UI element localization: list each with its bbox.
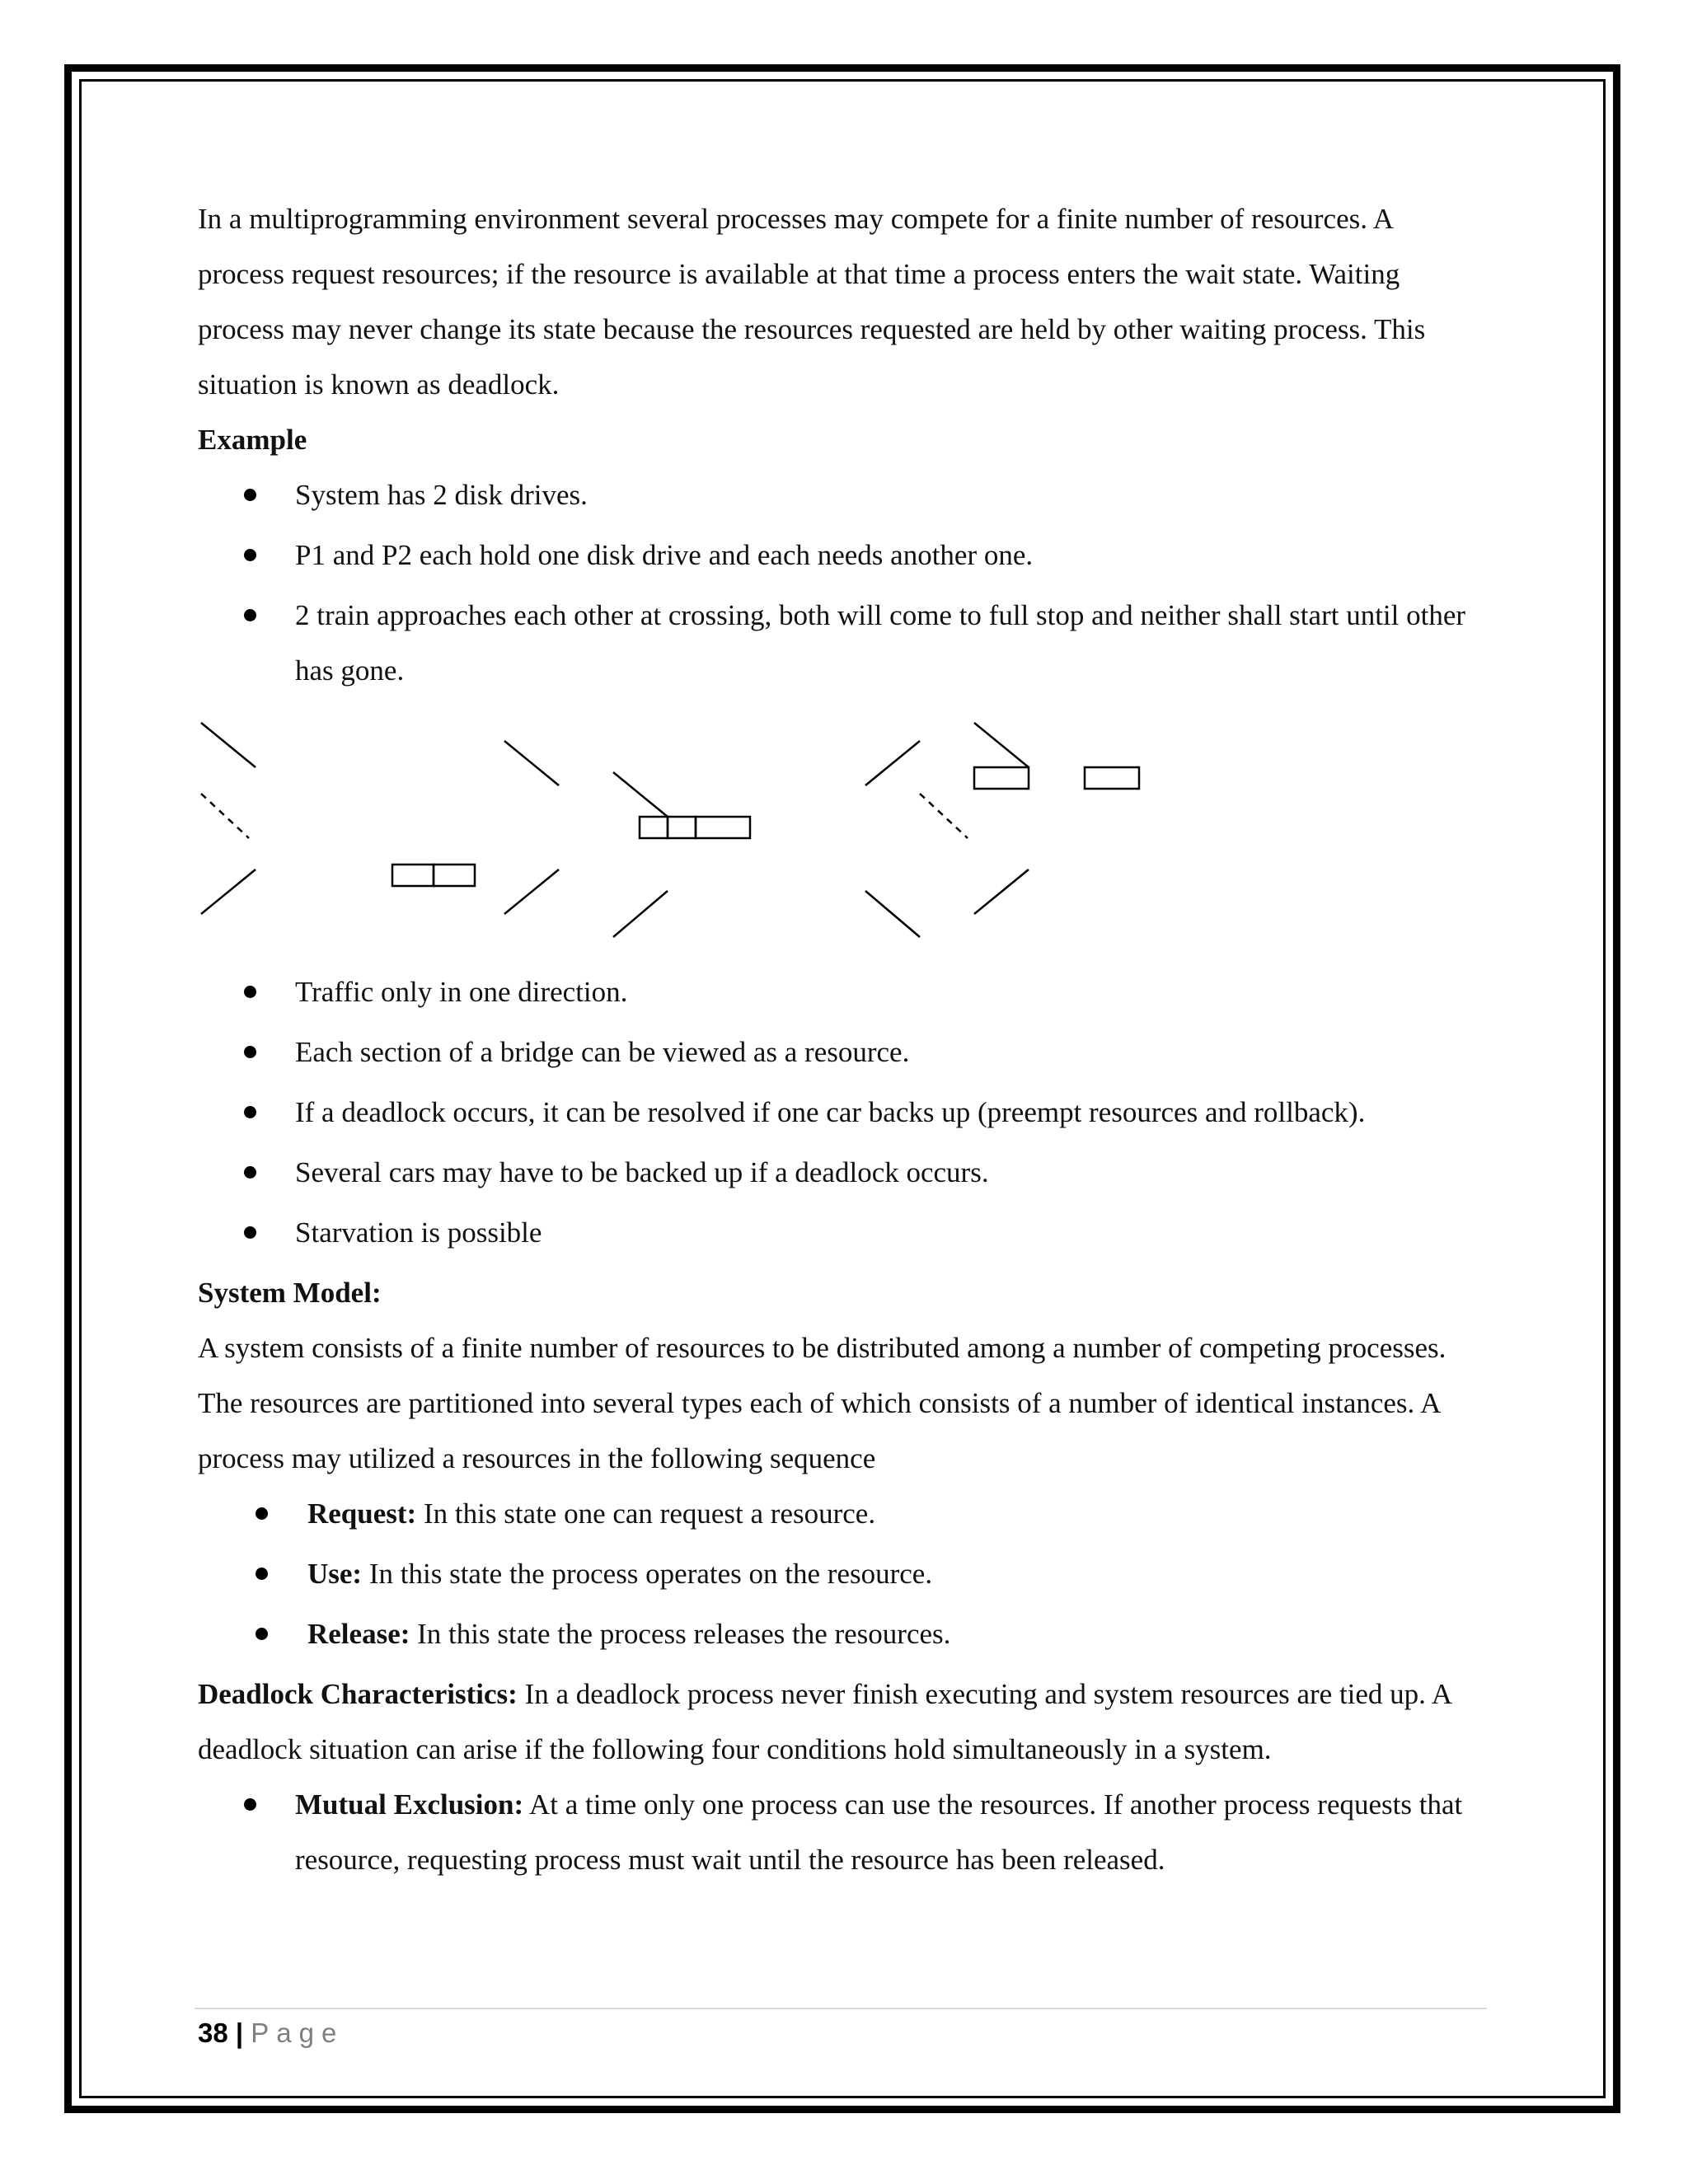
page-label: Page	[251, 2018, 345, 2048]
car-block	[640, 817, 668, 838]
list-item	[198, 1024, 1484, 1080]
list-item	[198, 1205, 1484, 1260]
footer-separator: |	[235, 2018, 244, 2048]
bridge-list	[198, 964, 1484, 1260]
example-heading: Example	[198, 424, 307, 456]
list-item	[198, 1486, 1484, 1541]
list-item-text: Traffic only in one direction.	[295, 976, 628, 1008]
bullet-icon	[256, 1628, 268, 1640]
list-item-text: 2 train approaches each other at crossing, both will come to full stop and neither shall start until other has gone.	[295, 599, 1466, 687]
sequence-list	[198, 1486, 1484, 1661]
list-item-term: Release:	[307, 1618, 410, 1650]
list-item	[198, 527, 1484, 583]
road-line	[865, 741, 920, 785]
bullet-icon	[256, 1568, 268, 1580]
bullet-icon	[244, 549, 256, 561]
list-item-text: In this state one can request a resource.	[416, 1497, 876, 1530]
list-item-term: Request:	[307, 1497, 417, 1530]
intro-paragraph: In a multiprogramming environment several processes may compete for a finite number of resources. A process request resources; if the resource is available at that time a process enters the wait state. Waiting process may never change its state because the resources requested are held by other waiting process. This situation is known as deadlock.	[198, 203, 1426, 401]
road-line	[504, 741, 559, 785]
characteristics-text: In a deadlock process never finish executing and system resources are tied up. A deadlock situation can arise if the following four conditions hold simultaneously in a system.	[198, 1678, 1451, 1765]
car-block	[392, 865, 434, 886]
list-item-text: System has 2 disk drives.	[295, 479, 588, 511]
car-block	[696, 817, 750, 838]
road-line	[613, 772, 668, 817]
road-line	[865, 891, 920, 937]
road-dashed-line	[201, 794, 249, 838]
footer-divider	[195, 2008, 1487, 2009]
system-model-heading: System Model:	[198, 1277, 382, 1309]
characteristics-heading: Deadlock Characteristics:	[198, 1678, 518, 1710]
list-item	[198, 1546, 1484, 1601]
list-item-term: Mutual Exclusion:	[295, 1788, 524, 1821]
page-footer	[198, 2013, 344, 2054]
list-item	[198, 1145, 1484, 1200]
list-item-text: Starvation is possible	[295, 1216, 542, 1249]
list-item	[198, 588, 1484, 698]
list-item-text: In this state the process operates on the resource.	[362, 1558, 933, 1590]
list-item	[198, 1606, 1484, 1661]
list-item-text: Each section of a bridge can be viewed as a resource.	[295, 1036, 910, 1068]
bullet-icon	[244, 1166, 256, 1179]
list-item	[198, 1085, 1484, 1140]
characteristics-paragraph	[198, 1666, 1484, 1777]
bullet-icon	[244, 986, 256, 998]
page-number: 38	[198, 2018, 228, 2048]
road-line	[974, 869, 1029, 914]
list-item-text: If a deadlock occurs, it can be resolved if one car backs up (preempt resources and rollback).	[295, 1096, 1366, 1128]
road-line	[504, 869, 559, 914]
list-item-text: P1 and P2 each hold one disk drive and each needs another one.	[295, 539, 1034, 571]
list-item	[198, 467, 1484, 523]
list-item	[198, 1777, 1484, 1887]
system-model-paragraph: A system consists of a finite number of resources to be distributed among a number of competing processes. The resources are partitioned into several types each of which consists of a number of identical instances. A process may utilized a resources in the following sequence	[198, 1332, 1447, 1474]
example-list	[198, 467, 1484, 698]
car-block	[1085, 767, 1139, 789]
road-line	[201, 723, 256, 767]
car-block	[668, 817, 696, 838]
road-line	[974, 723, 1029, 767]
car-block	[434, 865, 475, 886]
bullet-icon	[244, 1046, 256, 1058]
bullet-icon	[244, 1226, 256, 1239]
bridge-crossing-diagram	[198, 708, 1484, 959]
road-line	[613, 891, 668, 937]
page-content	[198, 191, 1484, 1892]
bullet-icon	[244, 1106, 256, 1118]
bullet-icon	[256, 1507, 268, 1520]
bullet-icon	[244, 1798, 256, 1811]
list-item-text: Several cars may have to be backed up if a deadlock occurs.	[295, 1156, 989, 1188]
list-item-term: Use:	[307, 1558, 363, 1590]
road-line	[201, 869, 256, 914]
road-dashed-line	[920, 794, 968, 838]
bullet-icon	[244, 489, 256, 501]
list-item-text: In this state the process releases the resources.	[410, 1618, 951, 1650]
bullet-icon	[244, 609, 256, 621]
list-item	[198, 964, 1484, 1019]
condition-list	[198, 1777, 1484, 1887]
list-item-text: At a time only one process can use the resources. If another process requests that resource, requesting process must wait until the resource has been released.	[295, 1788, 1463, 1876]
car-block	[974, 767, 1029, 789]
